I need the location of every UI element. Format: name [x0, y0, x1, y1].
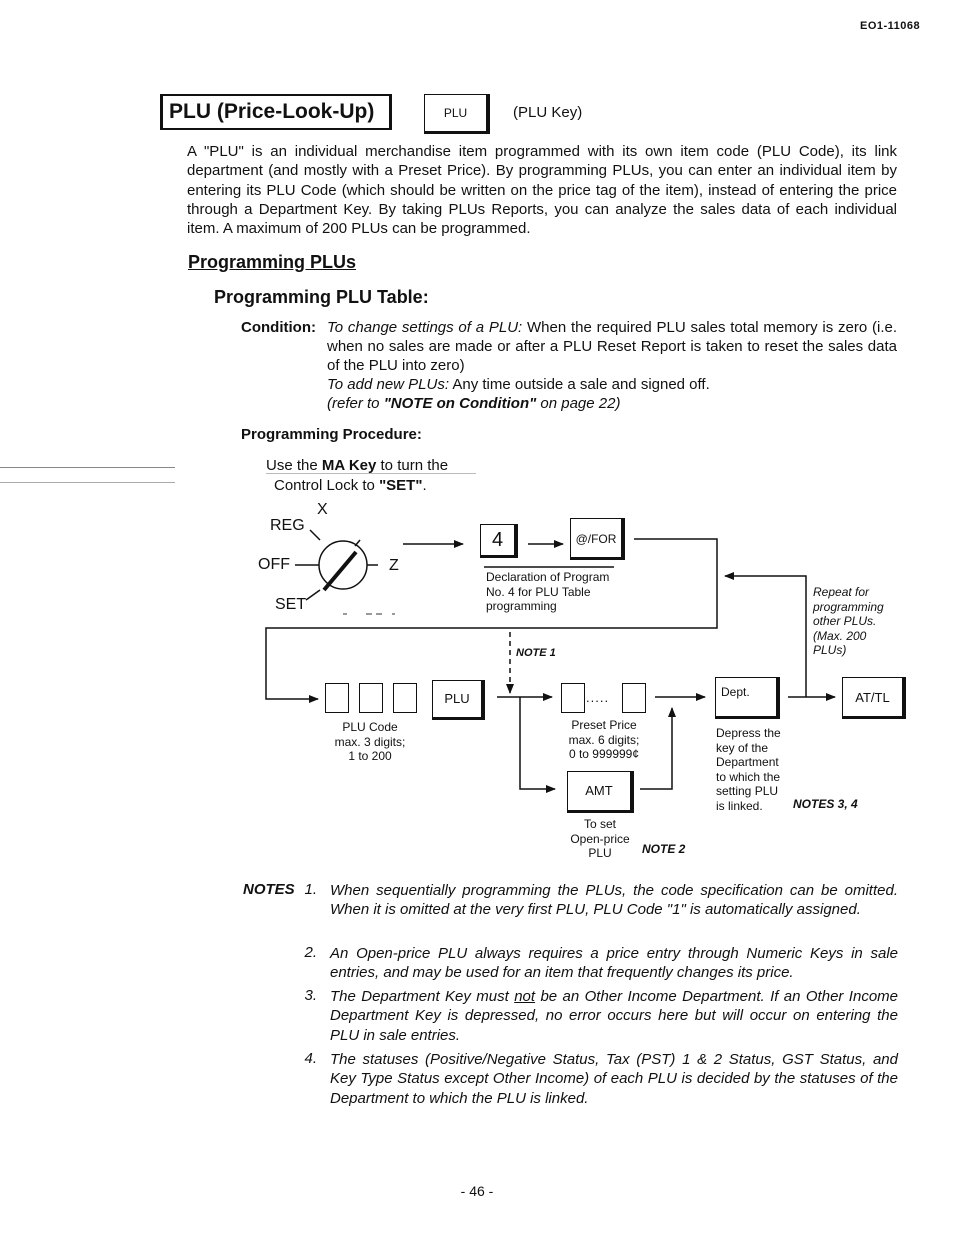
dept-key: Dept.	[715, 677, 780, 719]
repeat-note	[813, 585, 884, 658]
lock-set-label: SET	[275, 596, 307, 613]
note-text	[330, 987, 898, 1045]
flow-line-to-plu-code	[266, 539, 717, 699]
step1-a: Use the	[266, 457, 322, 474]
depress-line: is linked.	[716, 798, 763, 813]
plu-key: PLU	[432, 680, 485, 720]
numeric-key-4: 4	[480, 524, 518, 558]
preset-line: max. 6 digits;	[568, 732, 640, 747]
condition-add-text: Any time outside a sale and signed off.	[449, 376, 710, 393]
note-number: 4.	[304, 1050, 317, 1067]
note-text: When sequentially programming the PLUs, the code specification can be omitted. When it is omitted at the very first PLU, PLU Code "1" is automatically assigned.	[330, 882, 898, 919]
note-text: The statuses (Positive/Negative Status, Tax (PST) 1 & 2 Status, GST Status, and Key Type Status except Other Income) of each PLU is decided by the statuses of the Department to which the PLU is linked.	[330, 1051, 898, 1107]
attl-key: AT/TL	[842, 677, 906, 719]
note-number: 3.	[304, 987, 317, 1004]
note3-c: be an Other Income Department. If an Other Income Department Key is depressed, no error occurs here but will occur on entering the PLU in sale entries.	[330, 988, 898, 1044]
lock-off-label: OFF	[258, 556, 290, 573]
arrow-to-amt	[520, 697, 555, 789]
repeat-line: other PLUs.	[813, 614, 877, 628]
lock-x-label: X	[317, 501, 328, 518]
procedure-label: Programming Procedure:	[241, 426, 422, 443]
notes-label: NOTES	[243, 881, 295, 898]
intro-paragraph: A "PLU" is an individual merchandise item programmed with its own item code (PLU Code), its link department (and mostly with a Preset Price). By programming PLUs, you can enter an individual item by entering its PLU Code (which should be written on the price tag of the item), instead of entering the price through a Department Key. By taking PLUs Reports, you can analyze the sales data of each individual item. A maximum of 200 PLUs can be programmed.	[187, 143, 897, 238]
condition-change-text: When the required PLU sales total memory is zero (i.e. when no sales are made or after a PLU Reset Report is taken to reset the sales data of the PLU into zero)	[327, 319, 897, 374]
note-number: 2.	[304, 944, 317, 961]
note-number: 1.	[304, 881, 317, 898]
repeat-line: PLUs)	[813, 643, 847, 657]
preset-line: 0 to 999999¢	[568, 747, 640, 761]
open-price-line: PLU	[588, 846, 612, 860]
open-price-line: Open-price	[570, 831, 630, 846]
plu-code-line: max. 3 digits;	[334, 734, 406, 749]
page-title: PLU (Price-Look-Up)	[160, 94, 392, 130]
note2-label: NOTE 2	[642, 842, 686, 856]
page-number: - 46 -	[460, 1183, 494, 1199]
depress-line: Department	[716, 755, 779, 769]
section-heading: Programming PLUs	[188, 252, 357, 272]
document-id: EO1-11068	[860, 20, 921, 32]
depress-line: Depress the	[716, 726, 781, 740]
lock-reg-tick	[310, 530, 320, 540]
digit-box	[325, 683, 349, 713]
declaration-line: Declaration of Program	[486, 570, 610, 584]
depress-line: setting PLU	[716, 784, 779, 798]
note-text: An Open-price PLU always requires a price entry through Numeric Keys in sale entries, and may be used for an item that frequently changes its price.	[330, 945, 898, 982]
depress-text	[716, 726, 781, 813]
depress-line: key of the	[716, 740, 769, 755]
digit-box	[359, 683, 383, 713]
step1-e: "SET"	[379, 477, 423, 494]
condition-ref-b: "NOTE on Condition"	[383, 395, 537, 412]
step1-c: to turn the	[376, 457, 449, 474]
lock-pointer	[324, 552, 356, 590]
digit-box	[622, 683, 646, 713]
lock-z-label: Z	[389, 557, 399, 574]
amt-key: AMT	[567, 771, 634, 813]
preset-text	[562, 718, 646, 762]
digit-box	[393, 683, 417, 713]
digit-box	[561, 683, 585, 713]
note1-label: NOTE 1	[516, 647, 556, 659]
condition-label: Condition:	[241, 319, 316, 336]
condition-ref-a: (refer to	[327, 395, 384, 412]
repeat-line: programming	[813, 599, 884, 614]
lock-reg-label: REG	[270, 517, 305, 534]
repeat-line: (Max. 200	[813, 628, 867, 643]
note3-a: The Department Key must	[330, 988, 515, 1005]
declaration-text	[486, 570, 609, 614]
condition-ref-c: on page 22)	[536, 395, 621, 412]
atfor-key: @/FOR	[570, 518, 625, 560]
plu-code-line: PLU Code	[342, 720, 398, 734]
repeat-line: Repeat for	[813, 585, 870, 599]
plu-key-icon: PLU	[424, 94, 490, 134]
step1-d: Control Lock to	[274, 477, 380, 494]
open-price-line: To set	[583, 817, 616, 831]
step1-b: MA Key	[321, 457, 377, 474]
plu-code-text	[330, 720, 410, 764]
open-price-text	[565, 817, 635, 861]
declaration-line: No. 4 for PLU Table	[486, 584, 591, 599]
subheading: Programming PLU Table:	[214, 287, 429, 307]
condition-add-label: To add new PLUs:	[327, 376, 450, 393]
declaration-line: programming	[486, 599, 557, 613]
step1-f: .	[422, 477, 427, 494]
plu-code-line: 1 to 200	[348, 749, 392, 763]
depress-line: to which the	[716, 769, 781, 784]
key-caption: (PLU Key)	[513, 104, 583, 121]
preset-dots: .....	[586, 690, 610, 705]
note3-not: not	[514, 988, 536, 1005]
notes-3-4-label: NOTES 3, 4	[793, 797, 858, 811]
preset-line: Preset Price	[571, 718, 637, 732]
condition-change-label: To change settings of a PLU:	[327, 319, 523, 336]
lock-set-tick	[306, 590, 320, 600]
